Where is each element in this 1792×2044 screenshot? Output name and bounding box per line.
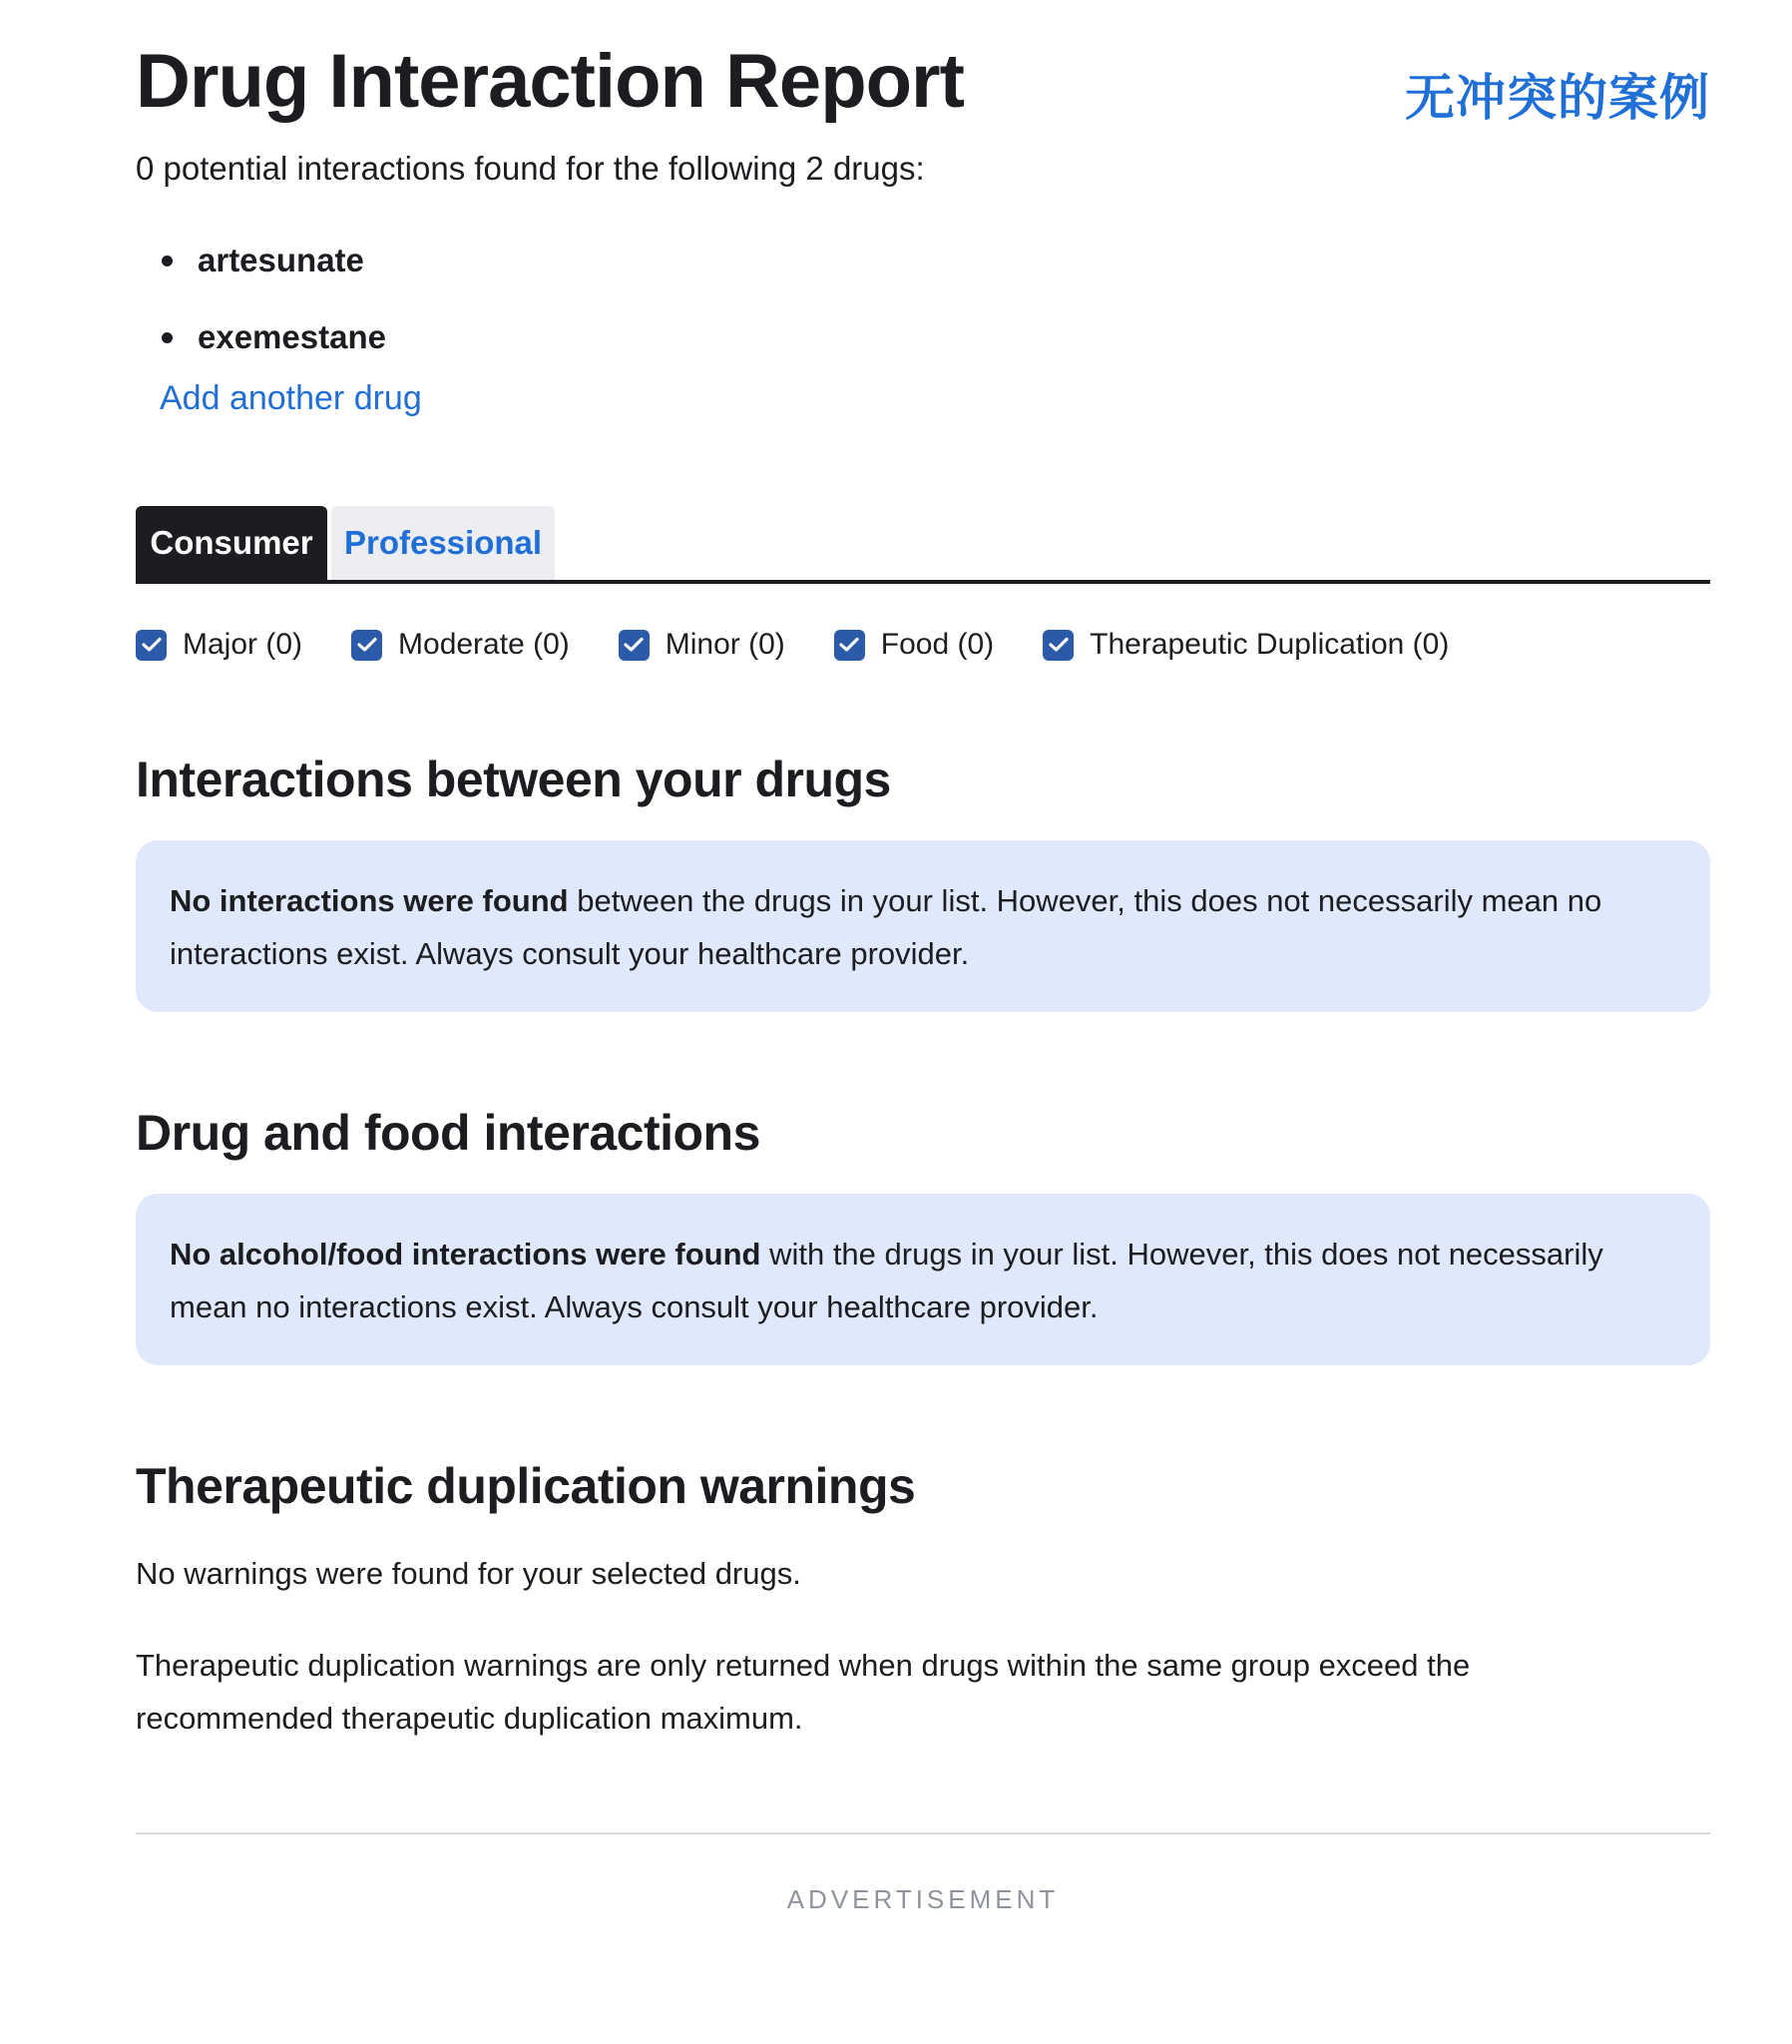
checkbox-checked-icon[interactable] (351, 630, 382, 661)
drug-name: artesunate (198, 241, 364, 278)
food-interactions-heading: Drug and food interactions (136, 1105, 760, 1161)
page-title: Drug Interaction Report (136, 39, 964, 124)
filter-label: Major (0) (183, 628, 303, 661)
interaction-summary: 0 potential interactions found for the following 2 drugs: (136, 150, 925, 187)
filter-therapeutic-duplication[interactable] (1043, 628, 1449, 662)
duplication-no-warnings: No warnings were found for your selected drugs. (136, 1556, 801, 1591)
list-item (162, 298, 386, 375)
filter-minor[interactable] (619, 628, 785, 662)
drug-interactions-heading: Interactions between your drugs (136, 752, 891, 807)
filter-label: Minor (0) (665, 628, 785, 661)
duplication-heading: Therapeutic duplication warnings (136, 1458, 916, 1514)
filter-moderate[interactable] (351, 628, 570, 662)
severity-filters (136, 624, 1498, 666)
notice-bold-text: No interactions were found (170, 883, 569, 918)
filter-label: Moderate (0) (398, 628, 570, 661)
duplication-explanation: Therapeutic duplication warnings are only returned when drugs within the same group exceed the recommended therapeutic duplication maximum. (136, 1648, 1471, 1736)
notice-text: with the drugs in your list. However, this does not necessarily mean no interactions exist. Always consult your healthcare provider. (170, 1237, 1603, 1324)
checkbox-checked-icon[interactable] (619, 630, 650, 661)
advertisement-label: ADVERTISEMENT (786, 1884, 1060, 1914)
bullet-icon (162, 332, 173, 343)
tab-bar (136, 506, 1710, 584)
filter-food[interactable] (834, 628, 994, 662)
add-another-drug-link[interactable]: Add another drug (160, 379, 422, 417)
drug-interactions-notice (136, 840, 1710, 1012)
tab-consumer[interactable]: Consumer (136, 506, 327, 580)
divider (136, 1832, 1710, 1834)
tab-professional[interactable]: Professional (331, 506, 555, 580)
corner-label: 无冲突的案例 (1405, 69, 1710, 127)
filter-label: Therapeutic Duplication (0) (1090, 628, 1450, 661)
drug-name: exemestane (198, 317, 386, 355)
list-item (162, 222, 386, 298)
drug-list (162, 222, 386, 375)
food-interactions-notice (136, 1194, 1710, 1365)
notice-bold-text: No alcohol/food interactions were found (170, 1237, 761, 1272)
checkbox-checked-icon[interactable] (1043, 630, 1074, 661)
filter-label: Food (0) (880, 628, 995, 661)
checkbox-checked-icon[interactable] (136, 630, 167, 661)
filter-major[interactable] (136, 628, 302, 662)
checkbox-checked-icon[interactable] (834, 630, 865, 661)
notice-text: between the drugs in your list. However, this does not necessarily mean no interactions exist. Always consult your healthcare provider. (170, 883, 1602, 971)
bullet-icon (162, 256, 173, 266)
